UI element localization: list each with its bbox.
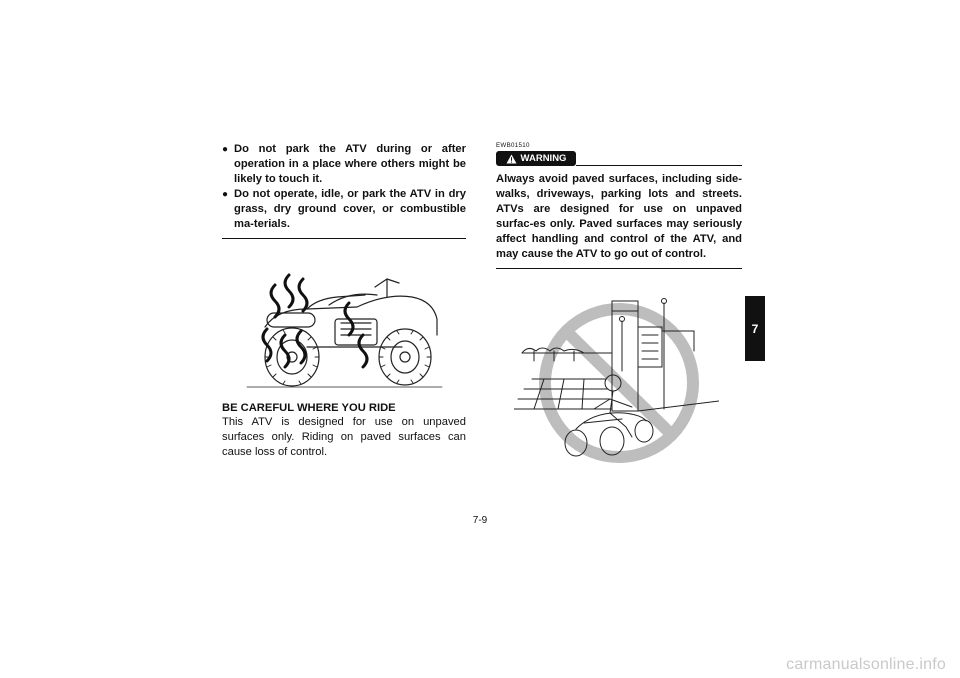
- bullet-icon: ●: [222, 189, 229, 200]
- section-divider: [222, 238, 466, 239]
- bullet-item: [222, 187, 466, 232]
- paved-surface-prohibited-illustration: [514, 291, 719, 466]
- left-column: [222, 142, 466, 460]
- watermark: carmanualsonline.info: [786, 656, 946, 673]
- warning-label: WARNING: [520, 153, 567, 164]
- bullet-list: [222, 142, 466, 232]
- section-body: This ATV is designed for use on unpaved surfaces only. Riding on paved surfaces can cause loss of control.: [222, 416, 466, 458]
- right-column: [496, 142, 742, 466]
- page-number: 7-9: [472, 515, 488, 526]
- bullet-icon: ●: [222, 144, 229, 155]
- warning-header-rule: [576, 165, 742, 166]
- warning-code: EWB01510: [496, 142, 530, 149]
- bullet-item: [222, 142, 466, 187]
- warning-text: Always avoid paved surfaces, including side-walks, driveways, parking lots and streets. ATVs are designed for use on unpaved surfac-es only. Paved surfaces may seriously affect handling and control of the ATV, and may cause the ATV to go out of control.: [496, 173, 742, 260]
- warning-badge: [496, 151, 576, 166]
- warning-header: [496, 151, 742, 166]
- chapter-tab: 7: [745, 296, 765, 361]
- atv-heat-illustration: [237, 257, 447, 392]
- warning-end-rule: [496, 268, 742, 269]
- bullet-text: Do not park the ATV during or after operation in a place where others might be likely to touch it.: [234, 143, 466, 185]
- section-heading: BE CAREFUL WHERE YOU RIDE: [222, 402, 396, 414]
- bullet-text: Do not operate, idle, or park the ATV in dry grass, dry ground cover, or combustible ma-terials.: [234, 188, 466, 230]
- warning-triangle-icon: [506, 154, 517, 164]
